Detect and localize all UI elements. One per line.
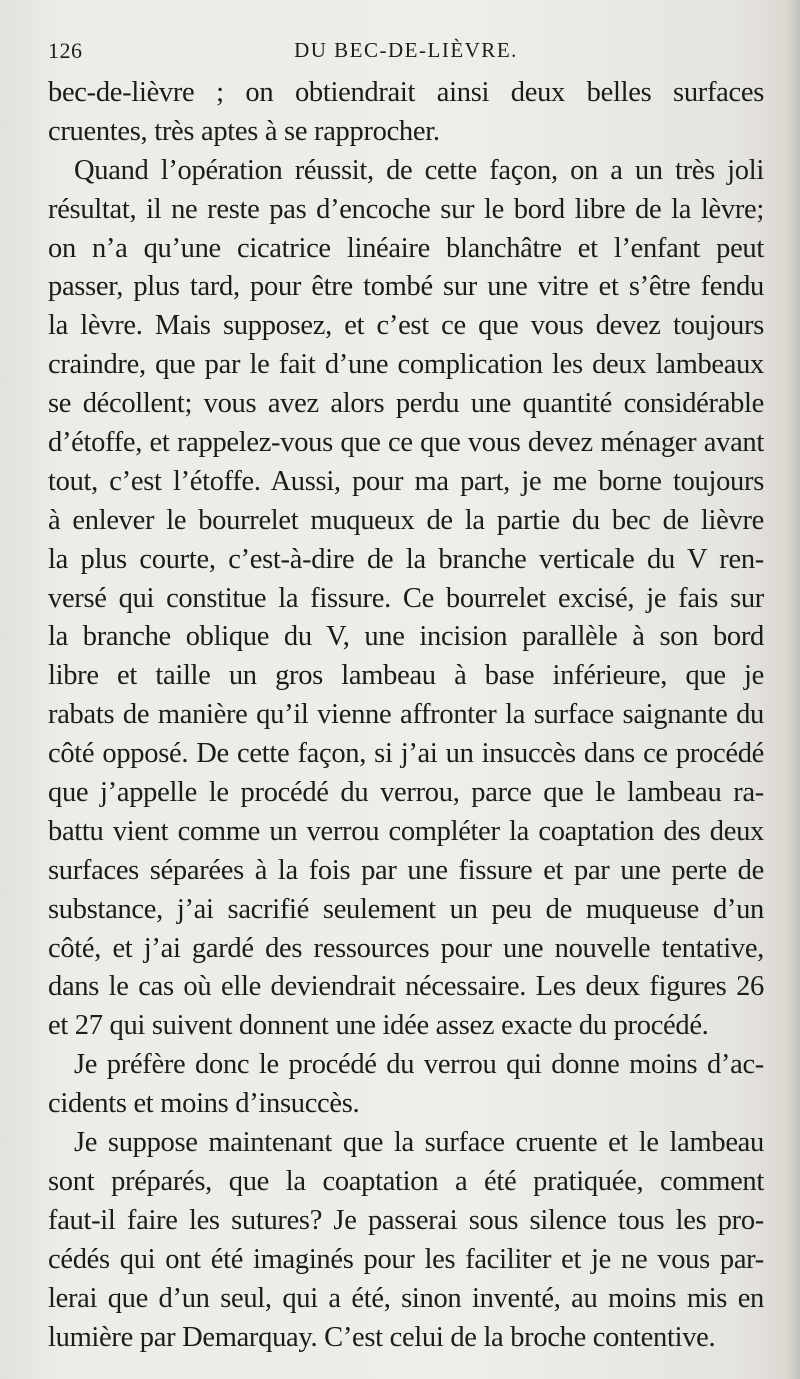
paragraph <box>48 1124 764 1357</box>
text-line: battu vient comme un verrou compléter la coaptation des deux <box>48 815 764 847</box>
text-line: dans le cas où elle deviendrait nécessaire. Les deux figures 26 <box>48 971 764 1003</box>
text-line: à enlever le bourrelet muqueux de la partie du bec de lièvre <box>48 504 764 536</box>
page-number: 126 <box>48 38 83 63</box>
text-line: tout, c’est l’étoffe. Aussi, pour ma part, je me borne toujours <box>48 465 764 497</box>
text-line: on n’a qu’une cicatrice linéaire blanchâtre et l’enfant peut <box>48 232 764 264</box>
text-line: surfaces séparées à la fois par une fissure et par une perte de <box>48 854 764 886</box>
text-line: d’étoffe, et rappelez-vous que ce que vous devez ménager avant <box>48 427 764 459</box>
text-line: que j’appelle le procédé du verrou, parce que le lambeau ra- <box>48 777 764 809</box>
text-line: et 27 qui suivent donnent une idée assez exacte du procédé. <box>48 1010 709 1042</box>
page-edge-shadow <box>786 0 800 1379</box>
text-line: lerai que d’un seul, qui a été, sinon inventé, au moins mis en <box>48 1282 764 1314</box>
text-line: sont préparés, que la coaptation a été pratiquée, comment <box>48 1165 764 1197</box>
text-line: cidents et moins d’insuccès. <box>48 1088 360 1120</box>
text-line: côté, et j’ai gardé des ressources pour une nouvelle tentative, <box>48 932 764 964</box>
running-title: DU BEC-DE-LIÈVRE. <box>294 38 518 62</box>
text-line: rabats de manière qu’il vienne affronter la surface saignante du <box>48 699 764 731</box>
text-line: libre et taille un gros lambeau à base inférieure, que je <box>48 660 764 692</box>
text-line: côté opposé. De cette façon, si j’ai un insuccès dans ce procédé <box>48 738 764 770</box>
page-header <box>48 38 764 68</box>
text-line: la branche oblique du V, une incision parallèle à son bord <box>48 621 764 653</box>
text-line: résultat, il ne reste pas d’encoche sur le bord libre de la lèvre; <box>48 193 764 225</box>
text-line: craindre, que par le fait d’une complication les deux lambeaux <box>48 349 764 381</box>
text-line: Je préfère donc le procédé du verrou qui donne moins d’ac- <box>74 1049 764 1081</box>
text-line: cruentes, très aptes à se rapprocher. <box>48 115 440 147</box>
paragraph <box>48 1046 764 1124</box>
text-line: substance, j’ai sacrifié seulement un peu de muqueuse d’un <box>48 893 764 925</box>
text-line: faut-il faire les sutures? Je passerai sous silence tous les pro- <box>48 1204 764 1236</box>
text-line: lumière par Demarquay. C’est celui de la broche contentive. <box>48 1321 716 1353</box>
paragraph <box>48 74 764 152</box>
text-line: la plus courte, c’est-à-dire de la branche verticale du V ren- <box>48 543 764 575</box>
text-line: Quand l’opération réussit, de cette façon, on a un très joli <box>74 154 764 186</box>
body-text <box>48 74 764 1357</box>
text-line: bec-de-lièvre ; on obtiendrait ainsi deux belles surfaces <box>48 77 764 108</box>
text-line: la lèvre. Mais supposez, et c’est ce que vous devez toujours <box>48 310 764 342</box>
text-line: versé qui constitue la fissure. Ce bourrelet excisé, je fais sur <box>48 582 764 614</box>
text-line: cédés qui ont été imaginés pour les faciliter et je ne vous par- <box>48 1243 764 1275</box>
paragraph <box>48 152 764 1046</box>
text-line: Je suppose maintenant que la surface cruente et le lambeau <box>74 1127 764 1159</box>
text-line: se décollent; vous avez alors perdu une quantité considérable <box>48 388 764 420</box>
text-line: passer, plus tard, pour être tombé sur une vitre et s’être fendu <box>48 271 764 303</box>
